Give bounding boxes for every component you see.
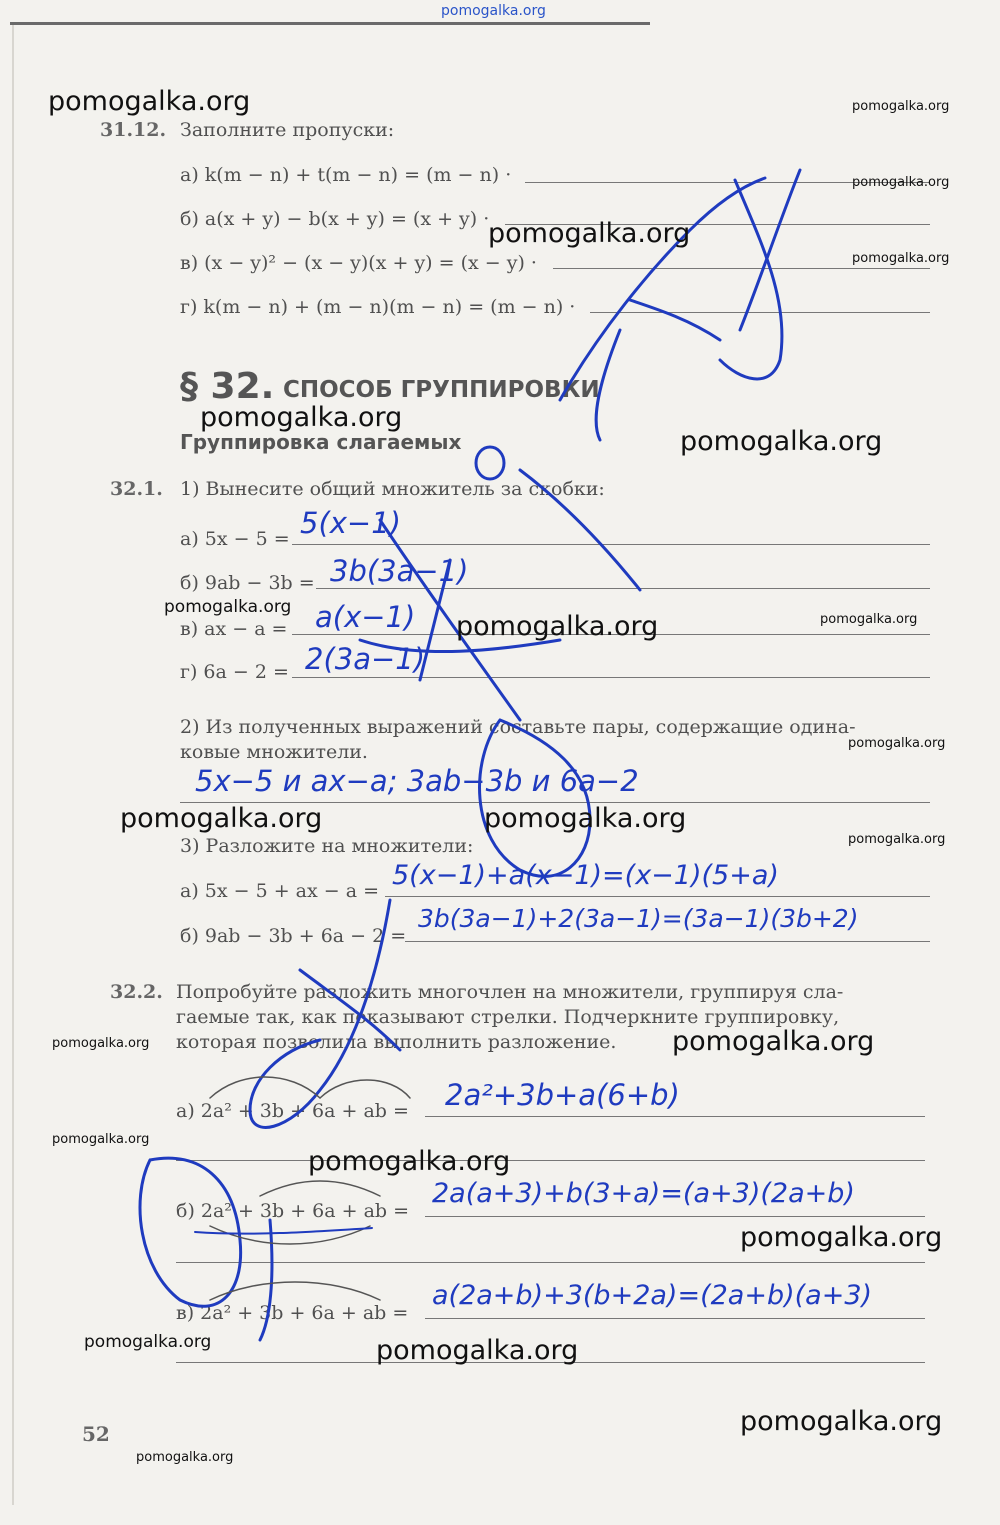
section-subtitle: Группировка слагаемых [180,430,462,454]
watermark: pomogalka.org [852,175,950,190]
task-32-2-line1: Попробуйте разложить многочлен на множители, группируя сла- [176,981,844,1003]
answer-line [425,1318,925,1319]
task-32-2-item-c-label: в) 2a² + 3b + 6a + ab = [176,1302,409,1324]
task-32-1-part2-line1: 2) Из полученных выражений составьте пары, содержащие одина- [180,716,856,738]
handwritten-answer: 3b(3a−1) [330,554,469,588]
grouping-arrow [210,1077,320,1098]
handwritten-answer: 5(x−1)+a(x−1)=(x−1)(5+a) [392,860,779,891]
task-31-12-number: 31.12. [100,119,167,141]
watermark: pomogalka.org [820,612,918,627]
task-32-2-number: 32.2. [110,981,163,1003]
watermark: pomogalka.org [120,803,323,834]
ink-stroke [720,180,782,379]
answer-line [590,312,930,313]
section-symbol: § 32. [180,366,275,407]
answer-line [425,1116,925,1117]
answer-line [385,896,930,897]
handwritten-answer: 3b(3a−1)+2(3a−1)=(3a−1)(3b+2) [418,904,859,933]
task-32-2-item-b-label: б) 2a² + 3b + 6a + ab = [176,1200,410,1222]
ink-stroke [596,330,620,440]
task-32-2-line2: гаемые так, как показывают стрелки. Подчеркните группировку, [176,1006,840,1028]
task-32-1-item-d-label: г) 6a − 2 = [180,661,289,683]
watermark: pomogalka.org [456,611,659,642]
handwritten-answer: 2a²+3b+a(6+b) [445,1078,680,1112]
watermark: pomogalka.org [136,1450,234,1465]
answer-line [425,1216,925,1217]
page-number: 52 [82,1422,110,1446]
watermark: pomogalka.org [308,1146,511,1177]
watermark: pomogalka.org [52,1132,150,1147]
ink-stroke [740,170,800,330]
answer-line [316,588,930,589]
ink-underline [195,1228,372,1234]
watermark: pomogalka.org [52,1036,150,1051]
task-32-2-item-a-label: а) 2a² + 3b + 6a + ab = [176,1100,409,1122]
task-32-1-part1: 1) Вынесите общий множитель за скобки: [180,478,605,500]
watermark: pomogalka.org [740,1406,943,1437]
handwritten-answer: a(2a+b)+3(b+2a)=(2a+b)(a+3) [432,1280,873,1311]
watermark: pomogalka.org [488,218,691,249]
watermark: pomogalka.org [680,426,883,457]
answer-line [176,1160,925,1161]
task-32-1-factor-b-label: б) 9ab − 3b + 6a − 2 = [180,925,407,947]
watermark: pomogalka.org [200,402,403,433]
task-32-1-number: 32.1. [110,478,163,500]
task-32-1-item-b-label: б) 9ab − 3b = [180,572,315,594]
ink-circle [140,1158,241,1306]
task-32-1-part3: 3) Разложите на множители: [180,835,474,857]
task-32-1-item-a-label: а) 5x − 5 = [180,528,290,550]
handwritten-answer: a(x−1) [315,600,416,634]
grouping-arrow [260,1181,380,1196]
grouping-arrow [210,1282,380,1300]
task-31-12-item-b: б) a(x + y) − b(x + y) = (x + y) · [180,208,490,230]
watermark: pomogalka.org [852,251,950,266]
task-32-1-factor-a-label: а) 5x − 5 + ax − a = [180,880,379,902]
watermark: pomogalka.org [740,1222,943,1253]
task-32-1-part2-line2: ковые множители. [180,741,368,763]
task-32-1-item-c-label: в) ax − a = [180,618,288,640]
watermark: pomogalka.org [48,86,251,117]
watermark: pomogalka.org [848,832,946,847]
handwritten-answer: 5(x−1) [300,506,401,540]
watermark: pomogalka.org [484,803,687,834]
answer-line [292,544,930,545]
answer-line [553,268,930,269]
watermark: pomogalka.org [84,1332,212,1352]
task-31-12-instruction: Заполните пропуски: [180,119,395,141]
header-watermark: pomogalka.org [441,3,546,19]
ink-circle [480,720,590,876]
watermark: pomogalka.org [164,597,292,617]
watermark: pomogalka.org [852,99,950,114]
watermark: pomogalka.org [672,1026,875,1057]
answer-line [176,1262,925,1263]
task-32-2-line3: которая позволила выполнить разложение. [176,1031,617,1053]
watermark: pomogalka.org [376,1335,579,1366]
page-left-edge [12,25,14,1505]
ink-stroke [560,178,765,400]
grouping-arrow [210,1226,370,1244]
ink-circle [476,447,504,479]
watermark: pomogalka.org [848,736,946,751]
grouping-arrow [320,1080,410,1098]
answer-line [292,677,930,678]
handwritten-answer: 2a(a+3)+b(3+a)=(a+3)(2a+b) [432,1178,855,1209]
handwritten-pairs-answer: 5x−5 и ax−a; 3ab−3b и 6a−2 [195,764,639,798]
task-31-12-item-a: а) k(m − n) + t(m − n) = (m − n) · [180,164,512,186]
handwritten-answer: 2(3a−1) [305,642,426,676]
task-31-12-item-c: в) (x − y)² − (x − y)(x + y) = (x − y) · [180,252,537,274]
task-31-12-item-d: г) k(m − n) + (m − n)(m − n) = (m − n) · [180,296,576,318]
page-top-edge [10,22,650,25]
answer-line [405,941,930,942]
section-title: СПОСОБ ГРУППИРОВКИ [283,377,600,403]
ink-stroke [630,300,720,340]
